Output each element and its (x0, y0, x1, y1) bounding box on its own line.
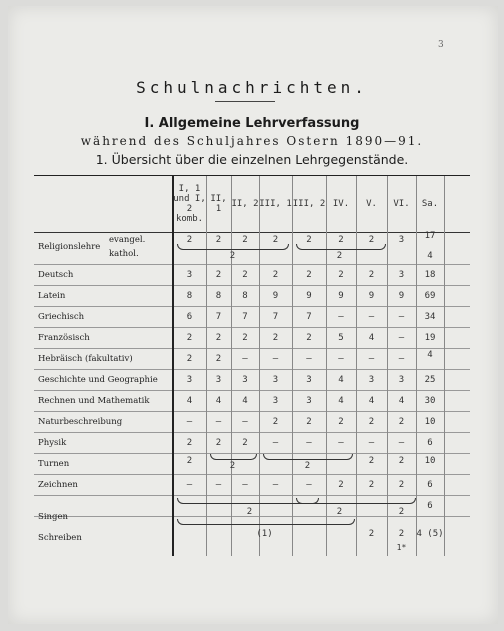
row-rule (34, 432, 470, 433)
subject-label: Deutsch (38, 270, 74, 280)
table-cell: 2 (229, 461, 236, 471)
table-cell: 3 (306, 396, 312, 406)
table-cell: — (306, 480, 312, 490)
table-cell: 2 (398, 456, 405, 466)
curriculum-table (34, 175, 470, 556)
table-cell: 4 (242, 396, 248, 406)
subject-label: Singen (38, 512, 68, 522)
span-brace (296, 498, 416, 504)
table-cell: 8 (186, 291, 193, 301)
table-cell: 19 (424, 333, 436, 343)
table-cell: 4 (427, 251, 433, 261)
table-cell: — (272, 354, 279, 364)
table-cell: 2 (229, 251, 236, 261)
table-cell: 3 (398, 270, 405, 280)
table-cell: 7 (306, 312, 312, 322)
table-cell: — (215, 417, 222, 427)
table-cell: 2 (338, 270, 344, 280)
subject-label: Religionslehre (38, 242, 101, 252)
religion-evangel-label: evangel. (109, 235, 146, 245)
table-cell: — (272, 438, 279, 448)
table-cell: 2 (272, 235, 279, 245)
table-cell: 2 (306, 270, 312, 280)
table-cell: — (398, 438, 405, 448)
subject-label: Schreiben (38, 533, 82, 543)
table-cell: 4 (215, 396, 222, 406)
table-cell: 2 (398, 480, 405, 490)
table-cell: 69 (424, 291, 436, 301)
table-cell: 5 (338, 333, 344, 343)
table-cell: 4 (398, 396, 405, 406)
column-header: I, 1 und I, 2 komb. (173, 184, 206, 224)
table-cell: 2 (336, 507, 343, 517)
subject-label: Physik (38, 438, 67, 448)
header-rule (34, 232, 470, 233)
table-cell: 2 (246, 507, 253, 517)
column-divider (444, 176, 445, 556)
column-header: Sa. (421, 199, 439, 209)
table-cell: 9 (306, 291, 312, 301)
table-cell: 3 (186, 375, 193, 385)
table-cell: (1) (256, 529, 273, 539)
table-cell: 8 (242, 291, 248, 301)
table-cell: 2 (215, 270, 222, 280)
table-cell: 2 (186, 456, 193, 466)
subject-label: Rechnen und Mathematik (38, 396, 150, 406)
table-cell: 2 (186, 354, 193, 364)
table-cell: 2 (338, 480, 344, 490)
footnote-mark: 1* (396, 543, 407, 552)
table-cell: 30 (424, 396, 436, 406)
span-brace (177, 519, 355, 525)
table-cell: 4 (338, 396, 344, 406)
table-cell: 3 (186, 270, 193, 280)
table-cell: 3 (272, 396, 279, 406)
span-brace (296, 244, 386, 250)
table-cell: 2 (368, 417, 375, 427)
table-cell: — (272, 480, 279, 490)
table-cell: 3 (242, 375, 248, 385)
table-cell: — (306, 354, 312, 364)
table-cell: 9 (338, 291, 344, 301)
table-cell: 9 (272, 291, 279, 301)
column-header: IV. (332, 199, 350, 209)
row-rule (34, 285, 470, 286)
span-brace (210, 454, 257, 460)
table-cell: — (398, 312, 405, 322)
table-cell: — (368, 354, 375, 364)
table-cell: 2 (306, 235, 312, 245)
religion-kathol-label: kathol. (109, 249, 139, 259)
table-cell: — (242, 417, 248, 427)
table-cell: 7 (215, 312, 222, 322)
table-cell: 6 (427, 501, 433, 511)
subject-label: Naturbeschreibung (38, 417, 123, 427)
table-cell: 4 (368, 396, 375, 406)
table-cell: — (242, 480, 248, 490)
table-cell: 2 (338, 417, 344, 427)
subject-divider (172, 176, 174, 556)
table-cell: 2 (242, 270, 248, 280)
table-cell: 2 (186, 333, 193, 343)
table-cell: 6 (427, 438, 433, 448)
table-cell: 4 (368, 333, 375, 343)
table-cell: — (398, 354, 405, 364)
table-cell: — (368, 438, 375, 448)
table-cell: 3 (215, 375, 222, 385)
table-cell: 2 (242, 235, 248, 245)
column-header: VI. (393, 199, 410, 209)
table-cell: 2 (368, 480, 375, 490)
table-cell: 6 (427, 480, 433, 490)
table-cell: 3 (398, 375, 405, 385)
table-cell: 4 (5) (416, 529, 444, 539)
table-cell: 2 (215, 354, 222, 364)
row-rule (34, 390, 470, 391)
subject-label: Hebräisch (fakultativ) (38, 354, 133, 364)
table-cell: — (338, 312, 344, 322)
table-cell: 34 (424, 312, 436, 322)
table-cell: 10 (424, 417, 436, 427)
table-cell: 2 (304, 461, 311, 471)
table-cell: — (368, 312, 375, 322)
table-cell: — (186, 480, 193, 490)
column-header: V. (366, 199, 377, 209)
table-cell: — (242, 354, 248, 364)
column-header: II, 1 (210, 194, 227, 214)
table-cell: — (215, 480, 222, 490)
table-cell: 25 (424, 375, 436, 385)
section-title: I. Allgemeine Lehrverfassung (144, 116, 360, 131)
table-cell: 8 (215, 291, 222, 301)
table-cell: 4 (427, 350, 433, 360)
table-cell: 2 (186, 438, 193, 448)
row-rule (34, 411, 470, 412)
page-number: 3 (438, 40, 444, 50)
table-cell: 2 (368, 270, 375, 280)
row-rule (34, 264, 470, 265)
row-rule (34, 495, 470, 496)
column-header: II, 2 (231, 199, 259, 209)
table-cell: 3 (368, 375, 375, 385)
table-cell: 17 (424, 231, 436, 241)
row-rule (34, 306, 470, 307)
heading-rule (215, 101, 275, 102)
row-rule (34, 327, 470, 328)
row-rule (34, 369, 470, 370)
table-cell: 2 (242, 333, 248, 343)
span-brace (177, 244, 289, 250)
table-cell: 2 (368, 456, 375, 466)
table-cell: 2 (306, 417, 312, 427)
table-cell: 7 (272, 312, 279, 322)
table-cell: 2 (272, 333, 279, 343)
span-brace (263, 454, 353, 460)
column-header: III, 2 (292, 199, 326, 209)
subject-label: Geschichte und Geographie (38, 375, 158, 385)
subject-label: Zeichnen (38, 480, 78, 490)
table-cell: 7 (242, 312, 248, 322)
column-header: III, 1 (259, 199, 292, 209)
table-cell: 2 (186, 235, 193, 245)
table-cell: — (306, 438, 312, 448)
page-heading: Schulnachrichten. (136, 78, 368, 97)
subject-label: Französisch (38, 333, 90, 343)
table-cell: 2 (368, 235, 375, 245)
table-cell: 4 (186, 396, 193, 406)
table-cell: 4 (338, 375, 344, 385)
table-cell: 2 (242, 438, 248, 448)
table-cell: 3 (398, 235, 405, 245)
subsection-title: 1. Übersicht über die einzelnen Lehrgegenstände. (95, 152, 409, 167)
table-cell: — (398, 333, 405, 343)
table-cell: 2 (398, 417, 405, 427)
table-cell: 18 (424, 270, 436, 280)
table-cell: — (186, 417, 193, 427)
table-cell: 2 (215, 333, 222, 343)
table-cell: — (338, 354, 344, 364)
table-cell: 6 (186, 312, 193, 322)
table-cell: 2 (306, 333, 312, 343)
section-subtitle: während des Schuljahres Ostern 1890—91. (80, 134, 424, 148)
table-cell: 2 (272, 270, 279, 280)
table-cell: 2 (272, 417, 279, 427)
subject-label: Griechisch (38, 312, 85, 322)
table-cell: 3 (272, 375, 279, 385)
table-cell: 9 (368, 291, 375, 301)
table-cell: — (338, 438, 344, 448)
table-cell: 10 (424, 456, 436, 466)
table-cell: 3 (306, 375, 312, 385)
table-cell: 2 (398, 507, 405, 517)
table-cell: 2 (338, 235, 344, 245)
table-cell: 2 (398, 529, 405, 539)
row-rule (34, 348, 470, 349)
table-cell: 2 (215, 438, 222, 448)
subject-label: Turnen (38, 459, 70, 469)
table-cell: 9 (398, 291, 405, 301)
table-cell: 2 (368, 529, 375, 539)
row-rule (34, 474, 470, 475)
subject-label: Latein (38, 291, 66, 301)
table-cell: 2 (215, 235, 222, 245)
table-cell: 2 (336, 251, 343, 261)
